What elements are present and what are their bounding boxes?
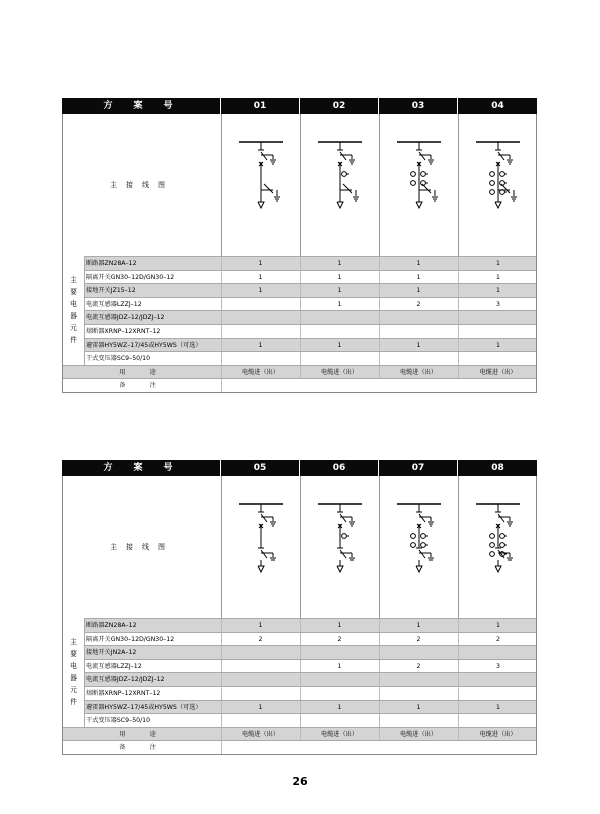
side-label-char: 要 [70, 650, 77, 659]
usage-label: 用 途 [119, 730, 165, 738]
main-wiring-diagram-label: 主接线图 [110, 543, 174, 551]
table-row [63, 700, 536, 714]
remarks-label: 备 注 [119, 382, 165, 390]
component-quantity: 1 [337, 287, 342, 295]
component-quantity [379, 352, 458, 365]
component-quantity: 1 [496, 273, 500, 281]
component-name: 断路器ZN28A–12 [86, 622, 137, 629]
component-quantity: 1 [416, 341, 421, 349]
component-name: 避雷器HY5WZ–17/45或HY5WS（可选） [86, 341, 202, 349]
scheme-table [62, 460, 537, 755]
side-label-char: 电 [70, 300, 77, 309]
component-quantity [379, 687, 458, 700]
usage-row [63, 727, 536, 741]
component-quantity [300, 687, 379, 700]
header-scheme-number: 06 [299, 460, 378, 476]
remarks-label: 备 注 [119, 744, 165, 752]
header-scheme-number: 08 [457, 460, 537, 476]
table-row [63, 256, 536, 270]
component-quantity: 1 [416, 287, 421, 295]
usage-value: 电缆进（出） [320, 730, 359, 738]
component-quantity [458, 714, 538, 727]
component-quantity: 1 [416, 703, 421, 711]
component-name: 电流互感器LZZJ–12 [86, 662, 142, 670]
component-name: 熔断器XRNP–12XRNT–12 [86, 689, 161, 697]
component-quantity: 1 [337, 662, 342, 670]
component-quantity [221, 325, 300, 338]
component-quantity: 2 [337, 635, 342, 643]
component-quantity: 3 [496, 662, 500, 670]
component-quantity [221, 673, 300, 686]
diagram-scheme-04 [458, 114, 538, 256]
usage-value: 电缆进（出） [241, 730, 280, 738]
usage-row [63, 365, 536, 379]
component-quantity [458, 325, 538, 338]
side-label-char: 要 [70, 288, 77, 297]
component-quantity [458, 352, 538, 365]
component-quantity: 1 [258, 341, 263, 349]
header-scheme-label: 方 案 号 [103, 101, 179, 111]
side-label-char: 电 [70, 662, 77, 671]
component-quantity [379, 646, 458, 659]
component-quantity: 2 [416, 300, 421, 308]
component-quantity: 2 [496, 635, 500, 643]
diagram-scheme-06 [300, 476, 379, 618]
table-row [63, 310, 536, 324]
component-quantity [379, 673, 458, 686]
table-header [62, 460, 537, 476]
side-label-char: 器 [70, 312, 77, 321]
component-quantity [300, 646, 379, 659]
header-scheme-number: 02 [299, 98, 378, 114]
remarks-row [63, 378, 536, 392]
component-quantity: 1 [337, 622, 342, 629]
component-quantity [458, 311, 538, 324]
component-quantity: 1 [416, 260, 421, 267]
side-label-char: 元 [70, 324, 77, 333]
component-quantity: 1 [258, 260, 263, 267]
component-quantity [458, 673, 538, 686]
diagram-scheme-02 [300, 114, 379, 256]
component-quantity: 1 [258, 287, 263, 295]
usage-label: 用 途 [119, 368, 165, 376]
table-row [63, 283, 536, 297]
single-line-diagram [397, 142, 441, 208]
main-components-side-label [63, 256, 85, 365]
component-name: 断路器ZN28A–12 [86, 260, 137, 267]
component-quantity: 2 [258, 635, 263, 643]
table-header [62, 98, 537, 114]
component-quantity: 2 [416, 635, 421, 643]
side-label-char: 主 [70, 638, 77, 647]
component-quantity: 1 [337, 273, 342, 281]
component-quantity [221, 298, 300, 311]
main-components-side-label [63, 618, 85, 727]
single-line-diagram [397, 504, 441, 572]
table-row [63, 686, 536, 700]
component-name: 干式变压器SC9–50/10 [86, 717, 151, 725]
component-name: 电流互感器JDZ–12/JDZJ–12 [86, 314, 165, 322]
component-quantity [221, 714, 300, 727]
single-line-diagram [476, 504, 520, 572]
table-row [63, 659, 536, 673]
table-row [63, 351, 536, 365]
remarks-row [63, 740, 536, 754]
diagram-scheme-07 [379, 476, 458, 618]
table-row [63, 618, 536, 632]
table-row [63, 297, 536, 311]
component-name: 接地开关JN2A–12 [86, 649, 137, 657]
component-list [62, 256, 537, 393]
table-row [63, 338, 536, 352]
component-quantity: 1 [496, 341, 500, 349]
component-quantity: 1 [337, 703, 342, 711]
header-scheme-number: 04 [457, 98, 537, 114]
component-quantity: 1 [337, 341, 342, 349]
component-quantity [300, 311, 379, 324]
component-quantity [300, 325, 379, 338]
table-row [63, 713, 536, 727]
header-scheme-label: 方 案 号 [103, 463, 179, 473]
diagram-scheme-08 [458, 476, 538, 618]
diagram-scheme-03 [379, 114, 458, 256]
component-quantity: 1 [496, 622, 500, 629]
diagram-scheme-05 [221, 476, 300, 618]
component-quantity [379, 325, 458, 338]
side-label-char: 件 [70, 336, 77, 345]
table-row [63, 632, 536, 646]
table-row [63, 672, 536, 686]
component-quantity: 1 [496, 260, 500, 267]
component-quantity: 2 [416, 662, 421, 670]
component-quantity: 1 [337, 300, 342, 308]
header-scheme-number: 03 [378, 98, 457, 114]
table-row [63, 645, 536, 659]
component-name: 避雷器HY5WZ–17/45或HY5WS（可选） [86, 703, 202, 711]
table-row [63, 324, 536, 338]
main-wiring-diagram-row [62, 476, 537, 618]
component-quantity [300, 673, 379, 686]
table-row [63, 270, 536, 284]
usage-value: 电缆进（出） [399, 368, 438, 376]
component-quantity [458, 646, 538, 659]
side-label-char: 主 [70, 276, 77, 285]
diagram-scheme-01 [221, 114, 300, 256]
scheme-table [62, 98, 537, 393]
component-quantity: 1 [496, 703, 500, 711]
single-line-diagram [318, 504, 362, 572]
single-line-diagram [318, 142, 362, 208]
side-label-char: 元 [70, 686, 77, 695]
header-scheme-number: 01 [220, 98, 299, 114]
single-line-diagram [476, 142, 520, 208]
component-name: 接地开关JZ15–12 [86, 287, 136, 295]
side-label-char: 器 [70, 674, 77, 683]
single-line-diagram [239, 142, 283, 208]
component-name: 电流互感器LZZJ–12 [86, 300, 142, 308]
component-name: 干式变压器SC9–50/10 [86, 355, 151, 363]
component-quantity: 1 [416, 622, 421, 629]
component-quantity: 3 [496, 300, 500, 308]
main-wiring-diagram-row [62, 114, 537, 256]
side-label-char: 件 [70, 698, 77, 707]
component-quantity [379, 714, 458, 727]
header-scheme-number: 05 [220, 460, 299, 476]
single-line-diagram [239, 504, 283, 572]
component-quantity: 1 [258, 703, 263, 711]
page-number: 26 [292, 775, 308, 788]
component-quantity [379, 311, 458, 324]
component-quantity [300, 352, 379, 365]
main-wiring-diagram-label: 主接线图 [110, 181, 174, 189]
component-quantity [221, 311, 300, 324]
component-quantity [221, 660, 300, 673]
header-scheme-number: 07 [378, 460, 457, 476]
component-quantity [221, 352, 300, 365]
component-quantity: 1 [258, 273, 263, 281]
component-quantity [221, 646, 300, 659]
component-name: 电流互感器JDZ–12/JDZJ–12 [86, 676, 165, 684]
component-name: 熔断器XRNP–12XRNT–12 [86, 327, 161, 335]
usage-value: 电缆进（出） [479, 368, 517, 376]
component-quantity: 1 [258, 622, 263, 629]
component-quantity [300, 714, 379, 727]
component-quantity: 1 [337, 260, 342, 267]
usage-value: 电缆进（出） [241, 368, 280, 376]
component-name: 隔离开关GN30–12D/GN30–12 [86, 273, 175, 281]
component-list [62, 618, 537, 755]
usage-value: 电缆进（出） [399, 730, 438, 738]
component-quantity: 1 [416, 273, 421, 281]
component-name: 隔离开关GN30–12D/GN30–12 [86, 635, 175, 643]
component-quantity [221, 687, 300, 700]
component-quantity: 1 [496, 287, 500, 295]
component-quantity [458, 687, 538, 700]
usage-value: 电缆进（出） [479, 730, 517, 738]
usage-value: 电缆进（出） [320, 368, 359, 376]
